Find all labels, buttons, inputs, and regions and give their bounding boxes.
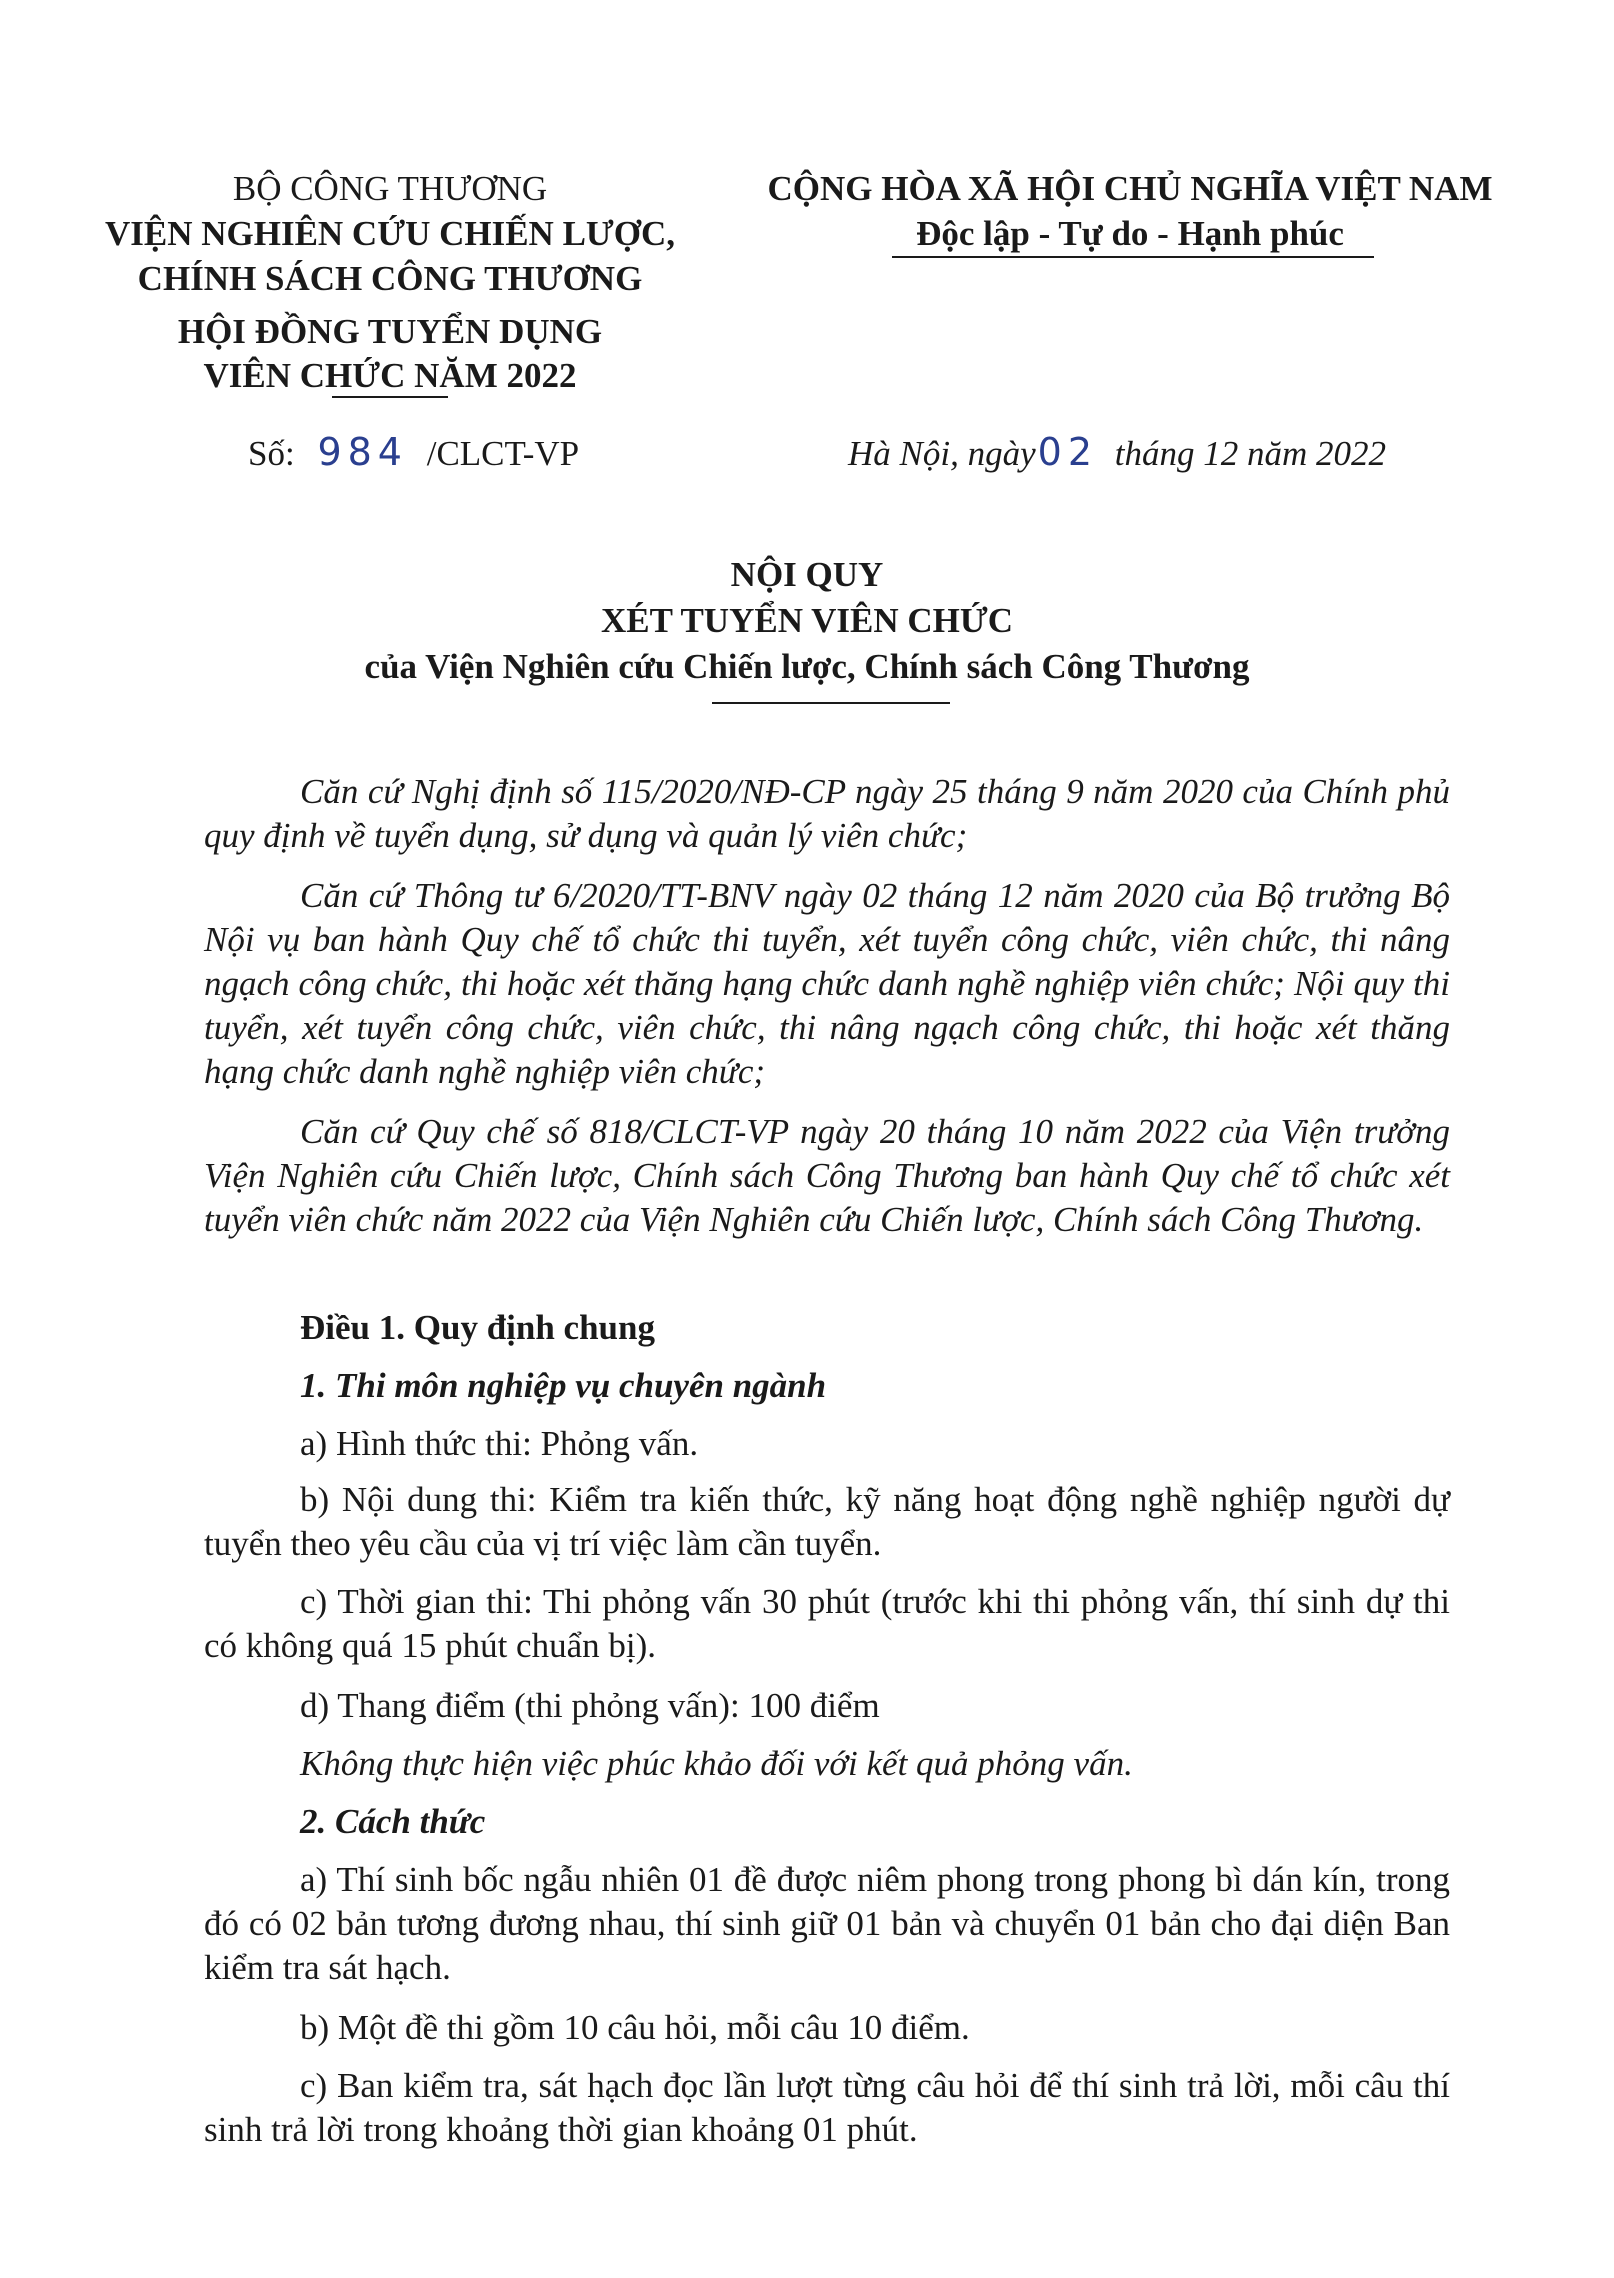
handwritten-number: 984 [317,430,408,474]
institute-name-line2: CHÍNH SÁCH CÔNG THƯƠNG [137,259,643,298]
document-title [0,552,1614,690]
section-1-note: Không thực hiện việc phúc khảo đối với kết quả phỏng vấn. [300,1744,1133,1783]
article-1-heading: Điều 1. Quy định chung [300,1308,655,1347]
council-underline [332,396,448,398]
section-2-heading: 2. Cách thức [300,1802,486,1841]
header-right [740,166,1520,256]
section-1-item-a: a) Hình thức thi: Phỏng vấn. [300,1424,699,1463]
motto-underline [892,256,1374,258]
date-prefix: Hà Nội, ngày [848,434,1036,473]
date-suffix: tháng 12 năm 2022 [1114,434,1386,473]
national-motto: Độc lập - Tự do - Hạnh phúc [916,214,1344,253]
section-1-item-c: c) Thời gian thi: Thi phỏng vấn 30 phút (trước khi thi phỏng vấn, thí sinh dự thi có không quá 15 phút chuẩn bị). [204,1582,1450,1665]
title-line3: của Viện Nghiên cứu Chiến lược, Chính sách Công Thương [364,647,1250,686]
document-number [248,430,579,476]
title-line1: NỘI QUY [730,555,884,594]
section-2-item-a: a) Thí sinh bốc ngẫu nhiên 01 đề được niêm phong trong phong bì dán kín, trong đó có 02 bản tương đương nhau, thí sinh giữ 01 bản và chuyển 01 bản cho đại diện Ban kiểm tra sát hạch. [204,1860,1450,1987]
preamble-paragraph-1: Căn cứ Nghị định số 115/2020/NĐ-CP ngày 25 tháng 9 năm 2020 của Chính phủ quy định về tuyển dụng, sử dụng và quản lý viên chức; [204,772,1450,855]
section-1-item-b: b) Nội dung thi: Kiểm tra kiến thức, kỹ năng hoạt động nghề nghiệp người dự tuyển theo yêu cầu của vị trí việc làm cần tuyển. [204,1480,1450,1563]
institute-name-line1: VIỆN NGHIÊN CỨU CHIẾN LƯỢC, [104,214,676,253]
section-1-heading: 1. Thi môn nghiệp vụ chuyên ngành [300,1366,827,1405]
header-left [90,166,690,301]
council-block [90,310,690,398]
section-2-item-b: b) Một đề thi gồm 10 câu hỏi, mỗi câu 10 điểm. [300,2008,970,2047]
document-date [848,430,1386,476]
country-name: CỘNG HÒA XÃ HỘI CHỦ NGHĨA VIỆT NAM [767,169,1493,208]
title-line2: XÉT TUYỂN VIÊN CHỨC [601,601,1013,640]
handwritten-day: 02 [1037,430,1098,474]
number-suffix: /CLCT-VP [426,434,580,473]
section-2-item-c: c) Ban kiểm tra, sát hạch đọc lần lượt từng câu hỏi để thí sinh trả lời, mỗi câu thí sinh trả lời trong khoảng thời gian khoảng 01 phút. [204,2066,1450,2149]
ministry-name: BỘ CÔNG THƯƠNG [232,169,548,208]
number-prefix: Số: [248,434,295,473]
preamble-paragraph-3: Căn cứ Quy chế số 818/CLCT-VP ngày 20 tháng 10 năm 2022 của Viện trưởng Viện Nghiên cứu Chiến lược, Chính sách Công Thương ban hành Quy chế tổ chức xét tuyển viên chức năm 2022 của Viện Nghiên cứu Chiến lược, Chính sách Công Thương. [204,1112,1450,1239]
council-name-line1: HỘI ĐỒNG TUYỂN DỤNG [177,312,603,351]
section-1-item-d: d) Thang điểm (thi phỏng vấn): 100 điểm [300,1686,880,1725]
council-name-line2: VIÊN CHỨC NĂM 2022 [203,356,577,395]
preamble-paragraph-2: Căn cứ Thông tư 6/2020/TT-BNV ngày 02 tháng 12 năm 2020 của Bộ trưởng Bộ Nội vụ ban hành Quy chế tổ chức thi tuyển, xét tuyển công chức, viên chức, thi nâng ngạch công chức, thi hoặc xét thăng hạng chức danh nghề nghiệp viên chức; Nội quy thi tuyển, xét tuyển công chức, viên chức, thi nâng ngạch công chức, thi hoặc xét thăng hạng chức danh nghề nghiệp viên chức; [204,876,1450,1091]
title-underline [712,702,950,704]
